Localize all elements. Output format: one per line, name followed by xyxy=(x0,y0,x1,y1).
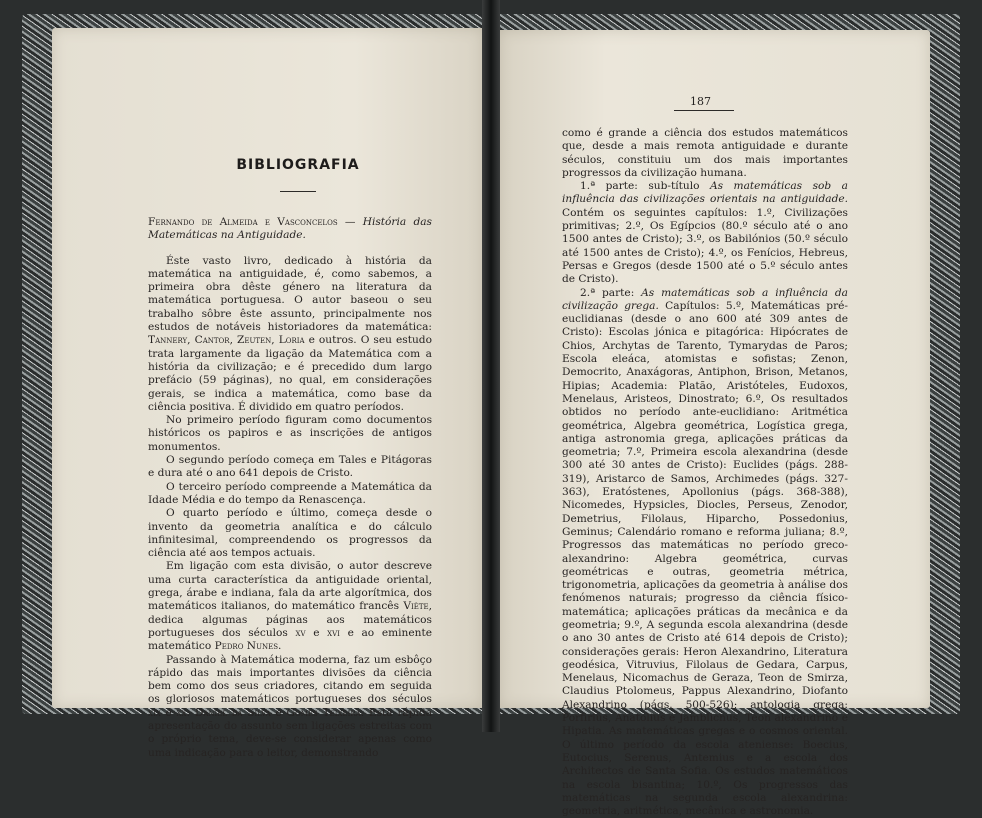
page-title: BIBLIOGRAFIA xyxy=(236,157,360,173)
text-run: e xyxy=(305,626,328,639)
text-run: . Esta rápida apresentação do assunto sem ligações estreitas com o próprio tema, deve-se considerar apenas como uma indicação para o leitor, demonstrando xyxy=(148,706,433,759)
part-2-subtitle: As matemáticas sob a influência da civilização grega. xyxy=(562,286,848,312)
left-page-text xyxy=(148,216,432,760)
part-1-subtitle: As matemáticas sob a influência das civilizações orientais na antiguidade. xyxy=(562,180,848,206)
text-run: Em ligação com esta divisão, o autor descreve uma curta característica da antiguidade oriental, grega, árabe e indiana, fala da arte algorítmica, dos matemáticos italianos, do matemático francês xyxy=(148,560,432,613)
name-zeuten: Zeuten xyxy=(236,334,272,347)
part-1-chapters: Contém os seguintes capítulos: 1.º, Civilizações primitivas; 2.º, Os Egípcios (80.º século até o ano 1500 antes de Cristo); 3.º, os Babilónios (50.º século até 1500 antes de Cristo); 4.º, os Fenícios, Hebreus, Persas e Gregos (desde 1500 até o 5.º século antes de Cristo). xyxy=(562,206,848,286)
separator: , xyxy=(187,334,195,347)
text-run: . xyxy=(278,640,282,653)
page-number: 187 xyxy=(690,95,711,108)
paragraph-4: O terceiro período compreende a Matemática da Idade Média e do tempo da Renascença. xyxy=(148,480,432,506)
text-run: Passando à Matemática moderna, faz um esbôço rápido das mais importantes divisões da ciência bem como dos seus criadores, citando em seguida os gloriosos matemáticos portugueses dos séculos xyxy=(148,653,432,706)
part-1-paragraph xyxy=(562,180,848,286)
century-xv: xv xyxy=(295,626,306,639)
name-gomes-teixeira: Gomes Teixeira xyxy=(286,706,361,719)
bibliography-entry xyxy=(148,216,432,243)
paragraph-2: No primeiro período figuram como documentos históricos os papiros e as inscrições de antigos monumentos. xyxy=(148,414,432,453)
paragraph-1 xyxy=(148,255,432,415)
page-number-rule xyxy=(674,110,734,111)
paragraph-continued: como é grande a ciência dos estudos matemáticos que, desde a mais remota antiguidade e durante séculos, constituiu um dos mais importantes progressos da civilização humana. xyxy=(562,127,848,179)
text-run: , dedica algumas páginas aos matemáticos portugueses dos séculos xyxy=(148,600,432,639)
part-1-lead: 1.ª parte: sub-título xyxy=(580,180,710,193)
text-run: e xyxy=(270,706,287,719)
century-xx: xx xyxy=(176,706,187,719)
paragraph-6 xyxy=(148,560,432,653)
separator: , xyxy=(229,334,237,347)
text-run: Éste vasto livro, dedicado à história da matemática na antiguidade, é, como sabemos, a primeira obra dêste género na literatura da matemática portuguesa. O autor baseou o seu trabalho sôbre êste assunto, principalmente nos estudos de notáveis historiadores da matemática: xyxy=(148,254,432,334)
century-xvi: xvi xyxy=(327,626,340,639)
name-daniel-da-silva: Daniel da Silva xyxy=(194,706,271,719)
entry-work-title: História das Matemáticas na Antiguidade. xyxy=(148,216,432,242)
text-run: e ao eminente matemático xyxy=(148,626,432,653)
title-rule xyxy=(280,191,316,192)
separator: , xyxy=(271,334,279,347)
book-gutter xyxy=(482,0,500,732)
entry-dash: — xyxy=(337,216,363,228)
century-xix: xix xyxy=(148,706,161,719)
paragraph-7 xyxy=(148,654,432,760)
part-2-chapters: Capítulos: 5.º, Matemáticas pré-euclidianas (desde o ano 600 até 309 antes de Cristo): Escolas jónica e pitagórica: Hipócrates de Chios, Archytas de Tarento, Tymarydas de Paros; Escola eleáca, atomistas e sofistas; Zenon, Democrito, Anaxágoras, Antiphon, Brison, Metanos, Hipias; Academia: Platão, Aristóteles, Eudoxos, Menelaus, Aristeos, Dinostrato; 6.º, Os resultados obtidos no período ante-euclidiano: Aritmética geométrica, Algebra geométrica, Logística grega, antiga astronomia grega, aplicações práticas da geometria; 7.º, Primeira escola alexandrina (desde 300 até 30 antes de Cristo): Euclides (págs. 288-319), Aristarco de Samos, Archimedes (págs. 327-363), Eratóstenes, Apollonius (págs. 368-388), Nicomedes, Hypsicles, Diocles, Perseus, Zenodor, Demetrius, Filolaus, Hiparcho, Possedonius, Geminus; Calendário romano e reforma juliana; 8.º, Progressos das matemáticas no período greco-alexandrino: Algebra geométrica, curvas geométricas e outras, geometria métrica, trigonometria, aplicações da geometria à análise dos fenómenos naturais; progresso da ciência físico-matemática; aplicações práticas da mecânica e da geometria; 9.º, A segunda escola alexandrina (desde o ano 30 antes de Cristo até 614 depois de Cristo); considerações gerais: Heron Alexandrino, Literatura geodésica, Vitruvius, Filolaus de Gedara, Carpus, Menelaus, Nicomachus de Geraza, Teon de Smirza, Claudius Ptolomeus, Pappus Alexandrino, Diofanto Alexandrino (págs. 500-526); antologia grega: Porfirius, Anatolius e Jamblichus, Teon alexandrino e Hipatia. As matemáticas gregas e o cosmos oriental. O último período da escola ateniense: Boecius, Eutocius, Serenus, Antemius e a escola dos Architectos de Santa Sofia. Os estudos matemáticos na escola bisantina; 10.º, Os progressos das matemáticas na segunda escola alexandrina: geometria, aritmética, mecânica e astronomia. xyxy=(562,299,848,818)
text-run: e xyxy=(160,706,177,719)
text-run: e outros. O seu estudo trata largamente da ligação da Matemática com a história da civilização; e é precedido dum largo prefácio (59 páginas), no qual, em considerações gerais, se indica a matemática, como base da ciência positiva. É dividido em quatro períodos. xyxy=(148,334,432,413)
entry-author: Fernando de Almeida e Vasconcelos xyxy=(148,216,338,228)
name-tannery: Tannery xyxy=(148,334,188,347)
part-2-paragraph xyxy=(562,287,848,818)
text-run: : xyxy=(186,706,195,719)
paragraph-5: O quarto período e último, começa desde o invento da geometria analítica e do cálculo infinitesimal, compreendendo os progressos da ciência até aos tempos actuais. xyxy=(148,507,432,560)
paragraph-3: O segundo período começa em Tales e Pitágoras e dura até o ano 641 depois de Cristo. xyxy=(148,454,432,480)
name-pedro-nunes: Pedro Nunes xyxy=(214,640,279,653)
right-page-text xyxy=(562,127,848,818)
name-viete: Viète xyxy=(403,600,429,613)
name-cantor: Cantor xyxy=(194,334,230,347)
name-loria: Loria xyxy=(278,334,305,347)
part-2-lead: 2.ª parte: xyxy=(580,286,642,299)
